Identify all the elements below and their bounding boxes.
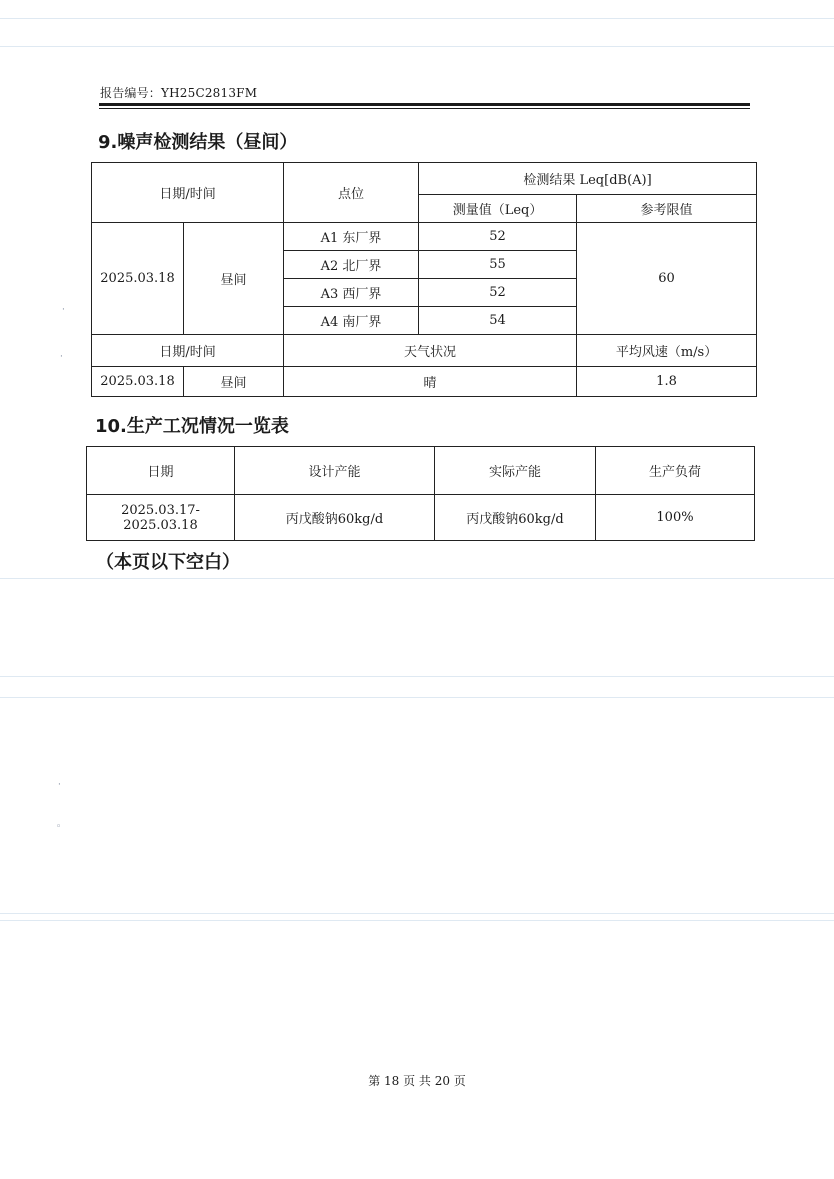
wind-speed: 1.8 [577,367,757,397]
weather-date: 2025.03.18 [92,367,184,397]
value-cell: 54 [419,307,577,335]
noise-period: 昼间 [184,223,284,335]
header-limit: 参考限值 [577,195,757,223]
value-cell: 55 [419,251,577,279]
header-production-load: 生产负荷 [596,447,755,495]
scan-speck: ◦ [56,822,62,832]
production-load: 100% [596,495,755,541]
value-cell: 52 [419,223,577,251]
design-capacity: 丙戊酸钠60kg/d [235,495,435,541]
scan-line [0,913,834,914]
header-date-time: 日期/时间 [92,163,284,223]
header-design-capacity: 设计产能 [235,447,435,495]
weather-period: 昼间 [184,367,284,397]
weather-row [92,367,757,397]
table-header-row [87,447,755,495]
weather-header-row [92,335,757,367]
scan-line [0,46,834,47]
scan-line [0,676,834,677]
header-measured: 测量值（Leq） [419,195,577,223]
weather-header-wind: 平均风速（m/s） [577,335,757,367]
table-row [92,223,757,251]
blank-page-note: （本页以下空白） [96,552,240,573]
point-cell: A2 北厂界 [284,251,419,279]
scan-line [0,920,834,921]
noise-result-table [91,162,757,397]
weather-condition: 晴 [284,367,577,397]
header-rule [99,103,750,106]
scan-speck: · [62,305,65,315]
report-number: 报告编号：YH25C2813FM [100,86,258,100]
scan-speck: · [58,780,61,790]
header-result: 检测结果 Leq[dB(A)] [419,163,757,195]
production-table [86,446,755,541]
scan-line [0,697,834,698]
point-cell: A4 南厂界 [284,307,419,335]
point-cell: A3 西厂界 [284,279,419,307]
header-point: 点位 [284,163,419,223]
table-row [87,495,755,541]
header-rule-thin [99,108,750,109]
header-date: 日期 [87,447,235,495]
scan-line [0,578,834,579]
table-header-row [92,163,757,195]
production-date: 2025.03.17-2025.03.18 [87,495,235,541]
noise-date: 2025.03.18 [92,223,184,335]
limit-value: 60 [577,223,757,335]
weather-header-date-time: 日期/时间 [92,335,284,367]
production-section-title: 10.生产工况情况一览表 [95,416,289,437]
point-cell: A1 东厂界 [284,223,419,251]
header-actual-capacity: 实际产能 [435,447,596,495]
weather-header-weather: 天气状况 [284,335,577,367]
value-cell: 52 [419,279,577,307]
actual-capacity: 丙戊酸钠60kg/d [435,495,596,541]
page-footer: 第 18 页 共 20 页 [368,1074,466,1088]
noise-section-title: 9.噪声检测结果（昼间） [98,132,298,153]
scan-speck: · [60,352,63,362]
scan-line [0,18,834,19]
